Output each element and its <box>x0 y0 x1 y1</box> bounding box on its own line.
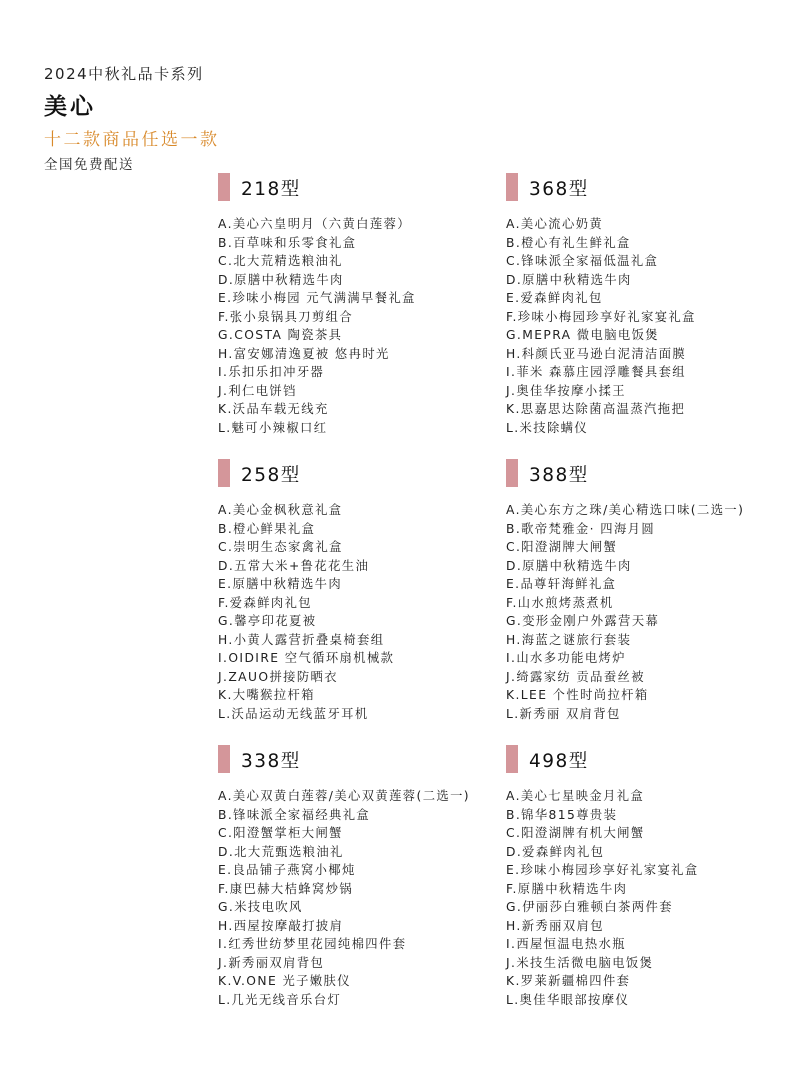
list-item: B.锦华815尊贵装 <box>506 807 618 822</box>
section-title: 498型 <box>529 751 589 772</box>
section-title: 218型 <box>241 179 301 200</box>
list-item: C.阳澄湖牌大闸蟹 <box>506 540 618 554</box>
list-item: D.原膳中秋精选牛肉 <box>506 272 632 287</box>
list-item: B.橙心有礼生鲜礼盒 <box>506 235 631 250</box>
list-item: C.北大荒精选粮油礼 <box>218 254 343 268</box>
list-item: J.新秀丽双肩背包 <box>218 955 325 970</box>
list-item: G.变形金刚户外露营天幕 <box>506 614 660 628</box>
list-item: D.五常大米+鲁花花生油 <box>218 558 370 573</box>
list-item: A.美心金枫秋意礼盒 <box>218 503 343 517</box>
list-item: E.珍味小梅园珍享好礼家宴礼盒 <box>506 863 699 877</box>
list-item: B.锋味派全家福经典礼盒 <box>218 807 371 822</box>
item-list <box>218 215 416 437</box>
list-item: A.美心六皇明月（六黄白莲蓉） <box>218 217 411 231</box>
list-item: D.北大荒甄选粮油礼 <box>218 844 344 859</box>
list-item: E.原膳中秋精选牛肉 <box>218 577 343 591</box>
list-item: G.馨亭印花夏被 <box>218 614 317 628</box>
list-item: I.菲米 森慕庄园浮雕餐具套组 <box>506 365 687 379</box>
list-item: C.阳澄蟹掌柜大闸蟹 <box>218 826 343 840</box>
list-item: I.西屋恒温电热水瓶 <box>506 937 626 951</box>
list-item: A.美心东方之珠/美心精选口味(二选一) <box>506 503 745 517</box>
list-item: D.原膳中秋精选牛肉 <box>506 558 632 573</box>
section-marker-bar <box>506 173 518 201</box>
list-item: D.爱森鲜肉礼包 <box>506 844 605 859</box>
section-marker-bar <box>218 459 230 487</box>
brand-name: 美心 <box>44 94 96 120</box>
list-item: I.乐扣乐扣冲牙器 <box>218 365 325 379</box>
section-title: 338型 <box>241 751 301 772</box>
section-marker-bar <box>218 173 230 201</box>
list-item: D.原膳中秋精选牛肉 <box>218 272 344 287</box>
section-title: 258型 <box>241 465 301 486</box>
list-item: B.橙心鲜果礼盒 <box>218 521 316 536</box>
list-item: E.品尊轩海鲜礼盒 <box>506 577 617 591</box>
list-item: E.爱森鲜肉礼包 <box>506 291 603 305</box>
list-item: J.绮露家纺 贡品蚕丝被 <box>506 669 645 684</box>
list-item: E.良品铺子燕窝小椰炖 <box>218 863 356 877</box>
list-item: K.V.ONE 光子嫩肤仪 <box>218 974 351 988</box>
item-list <box>506 501 744 723</box>
list-item: A.美心流心奶黄 <box>506 217 604 231</box>
list-item: B.百草味和乐零食礼盒 <box>218 235 357 250</box>
list-item: C.阳澄湖牌有机大闸蟹 <box>506 826 645 840</box>
series-title: 2024中秋礼品卡系列 <box>44 65 204 83</box>
list-item: L.沃品运动无线蓝牙耳机 <box>218 706 369 721</box>
list-item: C.锋味派全家福低温礼盒 <box>506 254 659 268</box>
list-item: G.伊丽莎白雅顿白茶两件套 <box>506 900 673 914</box>
list-item: L.奥佳华眼部按摩仪 <box>506 992 630 1007</box>
list-item: J.利仁电饼铛 <box>218 383 297 398</box>
shipping-note: 全国免费配送 <box>44 157 134 173</box>
list-item: K.LEE 个性时尚拉杆箱 <box>506 688 649 702</box>
list-item: H.西屋按摩敲打披肩 <box>218 918 344 933</box>
list-item: H.小黄人露营折叠桌椅套组 <box>218 632 385 647</box>
list-item: I.OIDIRE 空气循环扇机械款 <box>218 651 395 665</box>
list-item: K.思嘉思达除菌高温蒸汽拖把 <box>506 402 686 416</box>
item-list <box>218 501 394 723</box>
section-marker-bar <box>506 459 518 487</box>
list-item: J.ZAUO拼接防晒衣 <box>218 669 338 684</box>
list-item: F.山水煎烤蒸煮机 <box>506 595 614 610</box>
list-item: H.科颜氏亚马逊白泥清洁面膜 <box>506 346 687 361</box>
list-item: C.崇明生态家禽礼盒 <box>218 540 343 554</box>
list-item: K.罗莱新疆棉四件套 <box>506 974 631 988</box>
list-item: H.新秀丽双肩包 <box>506 918 604 933</box>
list-item: J.米技生活微电脑电饭煲 <box>506 955 654 970</box>
list-item: I.山水多功能电烤炉 <box>506 651 626 665</box>
list-item: G.MEPRA 微电脑电饭煲 <box>506 328 659 342</box>
item-list <box>218 787 470 1009</box>
list-item: F.爱森鲜肉礼包 <box>218 595 312 610</box>
list-item: K.大嘴猴拉杆箱 <box>218 688 315 702</box>
list-item: B.歌帝梵雅金· 四海月圆 <box>506 521 656 536</box>
slogan: 十二款商品任选一款 <box>44 130 220 150</box>
list-item: F.原膳中秋精选牛肉 <box>506 881 628 896</box>
list-item: L.几光无线音乐台灯 <box>218 992 342 1007</box>
list-item: H.富安娜清逸夏被 悠冉时光 <box>218 346 390 361</box>
list-item: L.米技除螨仪 <box>506 420 589 435</box>
list-item: J.奥佳华按摩小揉王 <box>506 383 626 398</box>
list-item: A.美心七星映金月礼盒 <box>506 789 645 803</box>
list-item: G.COSTA 陶瓷茶具 <box>218 328 343 342</box>
list-item: H.海蓝之谜旅行套装 <box>506 632 632 647</box>
list-item: L.新秀丽 双肩背包 <box>506 706 621 721</box>
item-list <box>506 787 699 1009</box>
section-marker-bar <box>506 745 518 773</box>
list-item: F.康巴赫大桔蜂窝炒锅 <box>218 881 354 896</box>
list-item: E.珍味小梅园 元气满满早餐礼盒 <box>218 291 416 305</box>
list-item: F.珍味小梅园珍享好礼家宴礼盒 <box>506 309 696 324</box>
item-list <box>506 215 696 437</box>
list-item: L.魅可小辣椒口红 <box>218 420 328 435</box>
list-item: G.米技电吹风 <box>218 900 303 914</box>
list-item: A.美心双黄白莲蓉/美心双黄莲蓉(二选一) <box>218 789 470 803</box>
section-title: 388型 <box>529 465 589 486</box>
list-item: F.张小泉锅具刀剪组合 <box>218 309 354 324</box>
section-title: 368型 <box>529 179 589 200</box>
list-item: K.沃品车载无线充 <box>218 402 329 416</box>
list-item: I.红秀世纺梦里花园纯棉四件套 <box>218 937 407 951</box>
section-marker-bar <box>218 745 230 773</box>
